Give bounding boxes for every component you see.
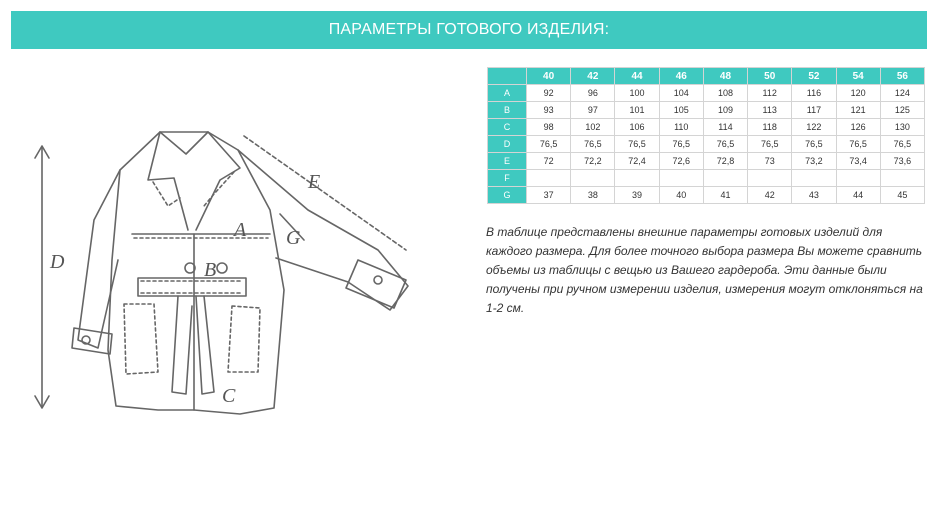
sketch-label-d: D	[50, 251, 65, 273]
table-cell: 93	[527, 102, 571, 119]
table-cell: 117	[792, 102, 836, 119]
size-header: 44	[615, 68, 659, 85]
size-header: 50	[748, 68, 792, 85]
size-table	[487, 67, 925, 204]
table-cell: 130	[880, 119, 924, 136]
page-title-banner	[11, 11, 927, 49]
row-label: A	[488, 85, 527, 102]
table-cell: 73	[748, 153, 792, 170]
table-cell: 76,5	[748, 136, 792, 153]
table-cell: 76,5	[880, 136, 924, 153]
table-cell: 92	[527, 85, 571, 102]
table-cell: 109	[703, 102, 747, 119]
sketch-label-a: A	[234, 219, 247, 241]
table-cell: 106	[615, 119, 659, 136]
table-row	[488, 102, 925, 119]
table-cell	[836, 170, 880, 187]
row-label: B	[488, 102, 527, 119]
table-cell	[571, 170, 615, 187]
table-row	[488, 153, 925, 170]
table-cell: 100	[615, 85, 659, 102]
table-cell: 118	[748, 119, 792, 136]
table-row	[488, 85, 925, 102]
table-row	[488, 170, 925, 187]
table-cell	[880, 170, 924, 187]
table-row	[488, 136, 925, 153]
table-cell: 121	[836, 102, 880, 119]
table-cell: 104	[659, 85, 703, 102]
table-cell: 116	[792, 85, 836, 102]
table-cell	[748, 170, 792, 187]
table-cell: 125	[880, 102, 924, 119]
size-note-text: В таблице представлены внешние параметры готовых изделий для каждого размера. Для более точного выбора размера Вы можете сравнить объемы из таблицы с вещью из Вашего гардероба. Эти данные были получены при ручном измерении изделия, измерения могут отклоняться на 1-2 см.	[486, 225, 923, 315]
table-cell: 113	[748, 102, 792, 119]
table-row	[488, 119, 925, 136]
table-corner-cell	[488, 68, 527, 85]
table-cell: 72	[527, 153, 571, 170]
table-cell	[659, 170, 703, 187]
table-cell: 98	[527, 119, 571, 136]
size-header: 52	[792, 68, 836, 85]
table-cell: 45	[880, 187, 924, 204]
size-header: 54	[836, 68, 880, 85]
table-cell: 76,5	[615, 136, 659, 153]
table-cell: 73,4	[836, 153, 880, 170]
size-header-row	[488, 68, 925, 85]
table-cell: 72,6	[659, 153, 703, 170]
sketch-label-g: G	[286, 227, 301, 249]
row-label: D	[488, 136, 527, 153]
jacket-sketch-icon	[8, 110, 448, 450]
table-cell: 44	[836, 187, 880, 204]
table-cell: 76,5	[836, 136, 880, 153]
table-cell	[615, 170, 659, 187]
table-cell	[792, 170, 836, 187]
table-cell: 120	[836, 85, 880, 102]
table-cell: 39	[615, 187, 659, 204]
table-cell: 110	[659, 119, 703, 136]
row-label: C	[488, 119, 527, 136]
table-cell	[527, 170, 571, 187]
table-cell: 76,5	[659, 136, 703, 153]
table-cell	[703, 170, 747, 187]
table-cell: 40	[659, 187, 703, 204]
size-header: 42	[571, 68, 615, 85]
sketch-label-b: B	[204, 259, 217, 281]
table-cell: 105	[659, 102, 703, 119]
sketch-label-e: E	[308, 171, 321, 193]
table-cell: 38	[571, 187, 615, 204]
table-cell: 76,5	[527, 136, 571, 153]
table-cell: 76,5	[571, 136, 615, 153]
row-label: F	[488, 170, 527, 187]
size-header: 56	[880, 68, 924, 85]
size-header: 48	[703, 68, 747, 85]
table-cell: 124	[880, 85, 924, 102]
table-cell: 37	[527, 187, 571, 204]
table-cell: 72,2	[571, 153, 615, 170]
sketch-label-c: C	[222, 385, 236, 407]
table-cell: 96	[571, 85, 615, 102]
table-cell: 73,6	[880, 153, 924, 170]
table-cell: 122	[792, 119, 836, 136]
table-cell: 72,8	[703, 153, 747, 170]
table-cell: 42	[748, 187, 792, 204]
table-cell: 43	[792, 187, 836, 204]
table-cell: 76,5	[703, 136, 747, 153]
table-cell: 112	[748, 85, 792, 102]
table-cell: 114	[703, 119, 747, 136]
table-cell: 41	[703, 187, 747, 204]
table-cell: 108	[703, 85, 747, 102]
size-header: 40	[527, 68, 571, 85]
table-cell: 76,5	[792, 136, 836, 153]
page-title: ПАРАМЕТРЫ ГОТОВОГО ИЗДЕЛИЯ:	[328, 21, 610, 38]
table-cell: 97	[571, 102, 615, 119]
table-cell: 126	[836, 119, 880, 136]
row-label: E	[488, 153, 527, 170]
table-row	[488, 187, 925, 204]
table-cell: 72,4	[615, 153, 659, 170]
table-cell: 102	[571, 119, 615, 136]
table-cell: 73,2	[792, 153, 836, 170]
size-header: 46	[659, 68, 703, 85]
row-label: G	[488, 187, 527, 204]
table-cell: 101	[615, 102, 659, 119]
